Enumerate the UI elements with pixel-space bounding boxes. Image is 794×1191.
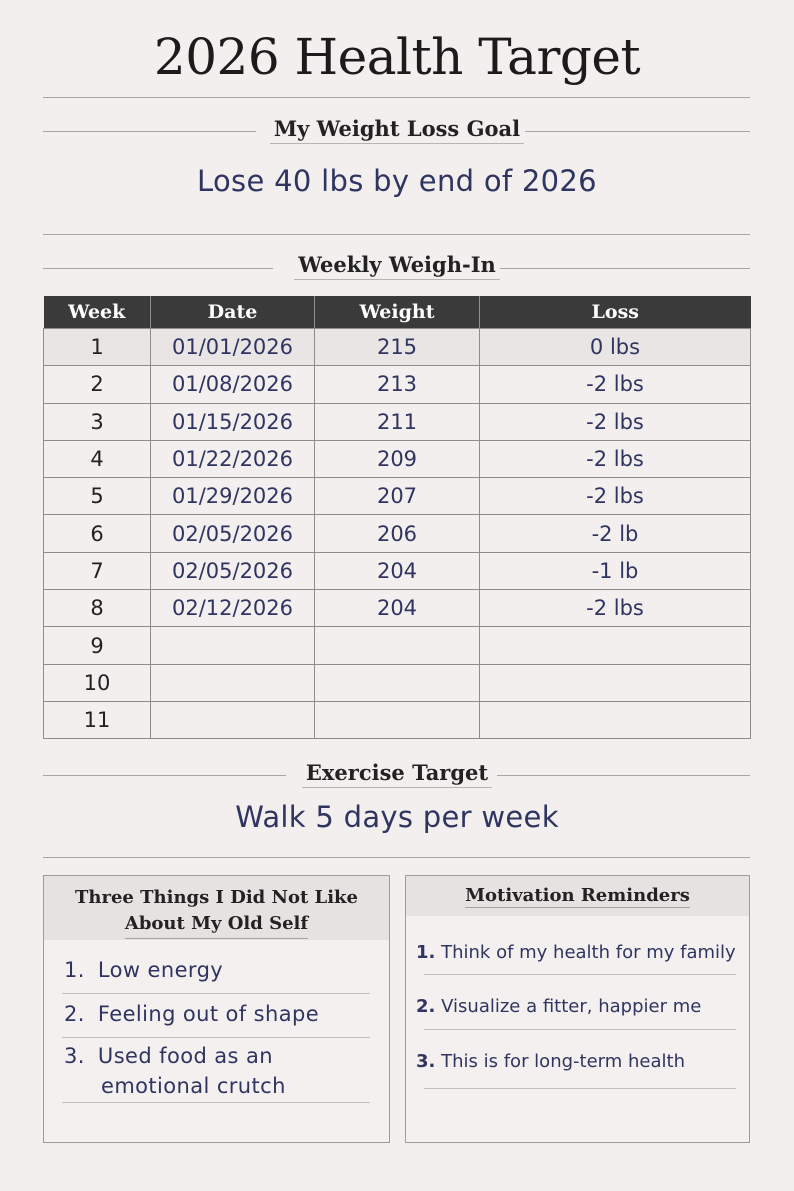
- date-cell: 01/22/2026: [151, 440, 315, 477]
- date-cell: [151, 627, 315, 664]
- loss-cell: [480, 627, 751, 664]
- week-cell: 1: [44, 329, 151, 366]
- weigh-in-heading: Weekly Weigh-In: [294, 252, 500, 280]
- dislikes-heading-line2: About My Old Self: [125, 911, 308, 939]
- weight-cell: 204: [315, 552, 480, 589]
- table-row: [44, 366, 751, 403]
- dislike-item: [64, 1044, 273, 1068]
- writing-line: [62, 993, 370, 994]
- loss-cell: -2 lb: [480, 515, 751, 552]
- date-cell: [151, 701, 315, 738]
- weight-goal-section: [0, 116, 794, 144]
- loss-cell: -2 lbs: [480, 403, 751, 440]
- writing-line: [424, 1029, 736, 1030]
- divider: [43, 97, 750, 98]
- dislikes-heading: [44, 876, 389, 940]
- dislike-item-text: Feeling out of shape: [97, 1002, 320, 1026]
- motivation-heading-bar: [406, 876, 749, 916]
- week-cell: 11: [44, 701, 151, 738]
- page-title: 2026 Health Target: [153, 28, 641, 86]
- loss-cell: -2 lbs: [480, 590, 751, 627]
- dislike-item-number: 1.: [64, 958, 85, 982]
- exercise-section: [0, 760, 794, 788]
- weight-cell: 204: [315, 590, 480, 627]
- exercise-heading: Exercise Target: [302, 760, 492, 788]
- motivation-item-number: 2.: [416, 996, 436, 1017]
- writing-line: [424, 974, 736, 975]
- dislike-item-number: 2.: [64, 1002, 85, 1026]
- divider: [43, 857, 750, 858]
- table-row: [44, 701, 751, 738]
- writing-line: [62, 1102, 370, 1103]
- weight-cell: [315, 627, 480, 664]
- writing-line: [424, 1088, 736, 1089]
- weight-goal-text: Lose 40 lbs by end of 2026: [197, 164, 597, 198]
- week-cell: 8: [44, 590, 151, 627]
- table-row: [44, 478, 751, 515]
- date-cell: 02/05/2026: [151, 552, 315, 589]
- week-cell: 3: [44, 403, 151, 440]
- writing-line: [62, 1037, 370, 1038]
- dislike-item: [64, 958, 223, 982]
- date-cell: 02/05/2026: [151, 515, 315, 552]
- table-header-row: [44, 296, 751, 329]
- motivation-item-text: This is for long-term health: [441, 1051, 685, 1072]
- week-cell: 4: [44, 440, 151, 477]
- week-cell: 6: [44, 515, 151, 552]
- dislikes-box: [43, 875, 390, 1143]
- loss-cell: -2 lbs: [480, 440, 751, 477]
- table-row: [44, 664, 751, 701]
- table-row: [44, 515, 751, 552]
- dislike-item-text: Low energy: [97, 958, 224, 982]
- loss-cell: -1 lb: [480, 552, 751, 589]
- date-cell: 01/01/2026: [151, 329, 315, 366]
- table-row: [44, 403, 751, 440]
- motivation-item-number: 1.: [416, 942, 436, 963]
- motivation-item: [416, 1051, 685, 1072]
- weigh-in-section: [0, 252, 794, 280]
- weight-goal-heading: My Weight Loss Goal: [270, 116, 524, 144]
- weight-cell: 209: [315, 440, 480, 477]
- weight-cell: [315, 664, 480, 701]
- motivation-item-number: 3.: [416, 1051, 436, 1072]
- week-cell: 9: [44, 627, 151, 664]
- weight-cell: 206: [315, 515, 480, 552]
- week-cell: 5: [44, 478, 151, 515]
- date-cell: 01/15/2026: [151, 403, 315, 440]
- divider: [43, 234, 750, 235]
- table-row: [44, 552, 751, 589]
- dislike-item-number: 3.: [64, 1044, 85, 1068]
- loss-cell: [480, 664, 751, 701]
- weigh-in-table: [43, 296, 751, 739]
- date-cell: 01/29/2026: [151, 478, 315, 515]
- column-header-week: Week: [44, 296, 151, 329]
- date-cell: 02/12/2026: [151, 590, 315, 627]
- weight-cell: [315, 701, 480, 738]
- weight-cell: 207: [315, 478, 480, 515]
- weight-cell: 213: [315, 366, 480, 403]
- motivation-item: [416, 942, 736, 963]
- motivation-item: [416, 996, 701, 1017]
- dislike-item-text: Used food as an: [97, 1044, 273, 1068]
- dislikes-heading-line1: Three Things I Did Not Like: [75, 887, 358, 908]
- column-header-loss: Loss: [480, 296, 751, 329]
- motivation-heading: Motivation Reminders: [465, 885, 690, 906]
- motivation-box: [405, 875, 750, 1143]
- week-cell: 10: [44, 664, 151, 701]
- date-cell: [151, 664, 315, 701]
- loss-cell: 0 lbs: [480, 329, 751, 366]
- week-cell: 2: [44, 366, 151, 403]
- column-header-weight: Weight: [315, 296, 480, 329]
- motivation-item-text: Think of my health for my family: [441, 942, 736, 963]
- table-row: [44, 329, 751, 366]
- dislike-item-continuation: emotional crutch: [101, 1074, 286, 1098]
- motivation-item-text: Visualize a fitter, happier me: [441, 996, 702, 1017]
- table-row: [44, 440, 751, 477]
- weight-cell: 215: [315, 329, 480, 366]
- table-row: [44, 590, 751, 627]
- weight-cell: 211: [315, 403, 480, 440]
- date-cell: 01/08/2026: [151, 366, 315, 403]
- exercise-text: Walk 5 days per week: [235, 800, 559, 834]
- loss-cell: -2 lbs: [480, 366, 751, 403]
- column-header-date: Date: [151, 296, 315, 329]
- dislike-item: [64, 1002, 319, 1026]
- loss-cell: -2 lbs: [480, 478, 751, 515]
- week-cell: 7: [44, 552, 151, 589]
- table-row: [44, 627, 751, 664]
- loss-cell: [480, 701, 751, 738]
